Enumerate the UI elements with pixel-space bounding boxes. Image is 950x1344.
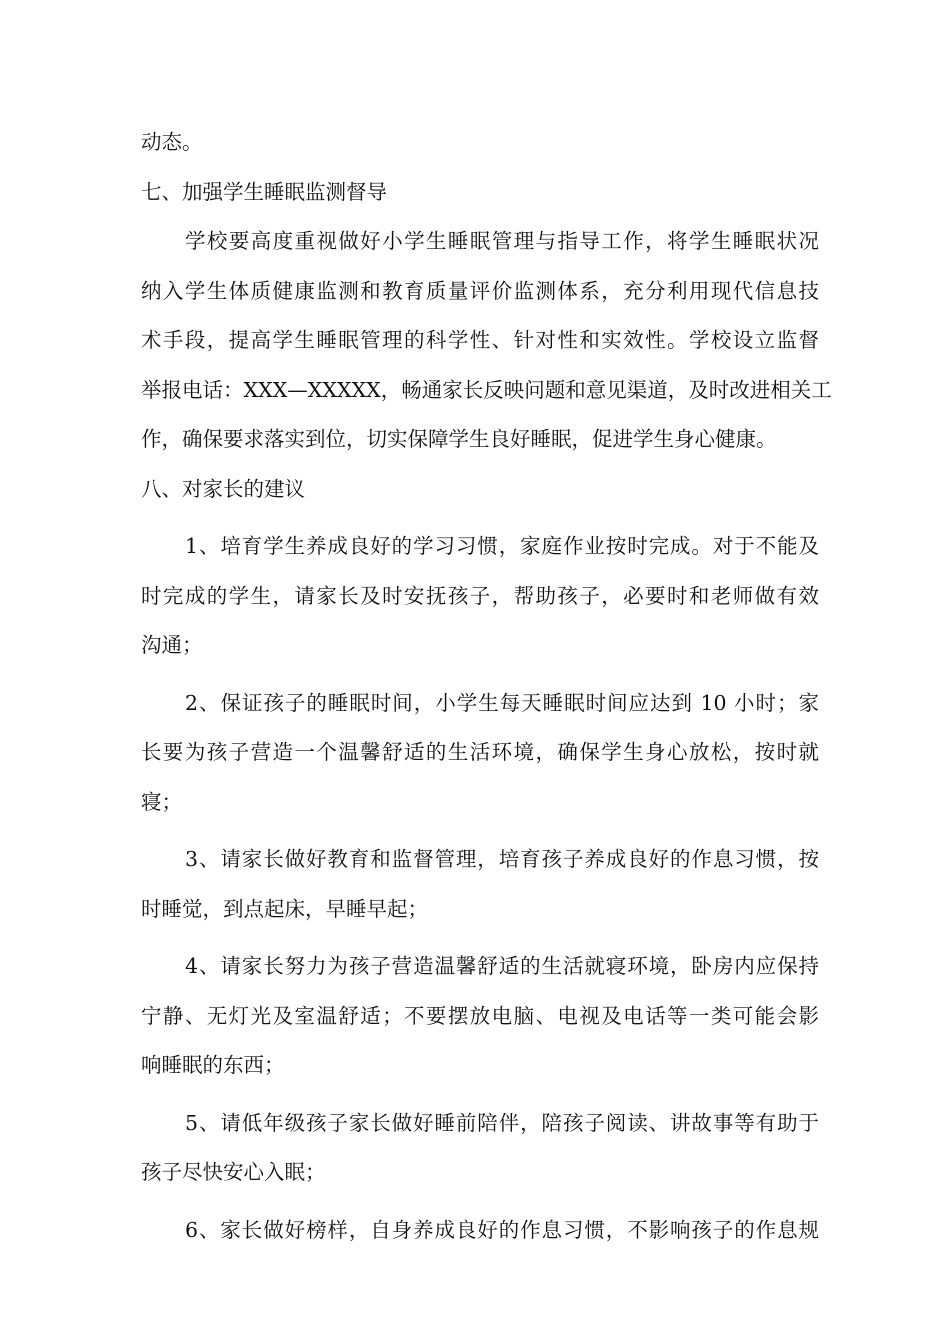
list-item-1 bbox=[141, 522, 819, 671]
text-line: 寝； bbox=[141, 789, 182, 814]
text-line: 响睡眠的东西； bbox=[141, 1053, 285, 1077]
text-line: 作，确保要求落实到位，切实保障学生良好睡眠，促进学生身心健康。 bbox=[141, 427, 777, 451]
list-item-5 bbox=[141, 1099, 819, 1198]
section-heading-7: 七、加强学生睡眠监测督导 bbox=[141, 179, 387, 204]
text-line: 2、保证孩子的睡眠时间，小学生每天睡眠时间应达到 10 小时；家 bbox=[185, 690, 819, 715]
text-line: 3、请家长做好教育和监督管理，培育孩子养成良好的作息习惯，按 bbox=[185, 847, 819, 871]
paragraph-sleep-monitoring bbox=[141, 217, 832, 465]
text-line: 6、家长做好榜样，自身养成良好的作息习惯，不影响孩子的作息规 bbox=[185, 1217, 819, 1242]
list-item-2 bbox=[141, 679, 819, 828]
text-line: 长要为孩子营造一个温馨舒适的生活环境，确保学生身心放松，按时就 bbox=[141, 740, 819, 764]
list-item-6 bbox=[141, 1206, 819, 1256]
section-heading-8: 八、对家长的建议 bbox=[141, 476, 305, 501]
text-line: 4、请家长努力为孩子营造温馨舒适的生活就寝环境，卧房内应保持 bbox=[185, 954, 819, 978]
document-body bbox=[141, 118, 832, 1255]
text-line: 纳入学生体质健康监测和教育质量评价监测体系，充分利用现代信息技 bbox=[141, 278, 819, 303]
text-line: 宁静、无灯光及室温舒适；不要摆放电脑、电视及电话等一类可能会影 bbox=[141, 1003, 819, 1028]
text-line: 举报电话：XXX—XXXXX，畅通家长反映问题和意见渠道，及时改进相关工 bbox=[141, 377, 832, 402]
text-line: 时完成的学生，请家长及时安抚孩子，帮助孩子，必要时和老师做有效 bbox=[141, 583, 819, 608]
text-line: 孩子尽快安心入眠； bbox=[141, 1160, 326, 1184]
paragraph-end-line: 动态。 bbox=[141, 130, 203, 154]
list-item-4 bbox=[141, 942, 819, 1091]
text-line: 学校要高度重视做好小学生睡眠管理与指导工作，将学生睡眠状况 bbox=[185, 229, 819, 253]
text-line: 时睡觉，到点起床，早睡早起； bbox=[141, 896, 428, 921]
text-line: 5、请低年级孩子家长做好睡前陪伴，陪孩子阅读、讲故事等有助于 bbox=[185, 1110, 819, 1135]
text-line: 术手段，提高学生睡眠管理的科学性、针对性和实效性。学校设立监督 bbox=[141, 328, 819, 352]
list-item-3 bbox=[141, 835, 819, 934]
text-line: 1、培育学生养成良好的学习习惯，家庭作业按时完成。对于不能及 bbox=[185, 534, 819, 558]
text-line: 沟通； bbox=[141, 633, 203, 657]
